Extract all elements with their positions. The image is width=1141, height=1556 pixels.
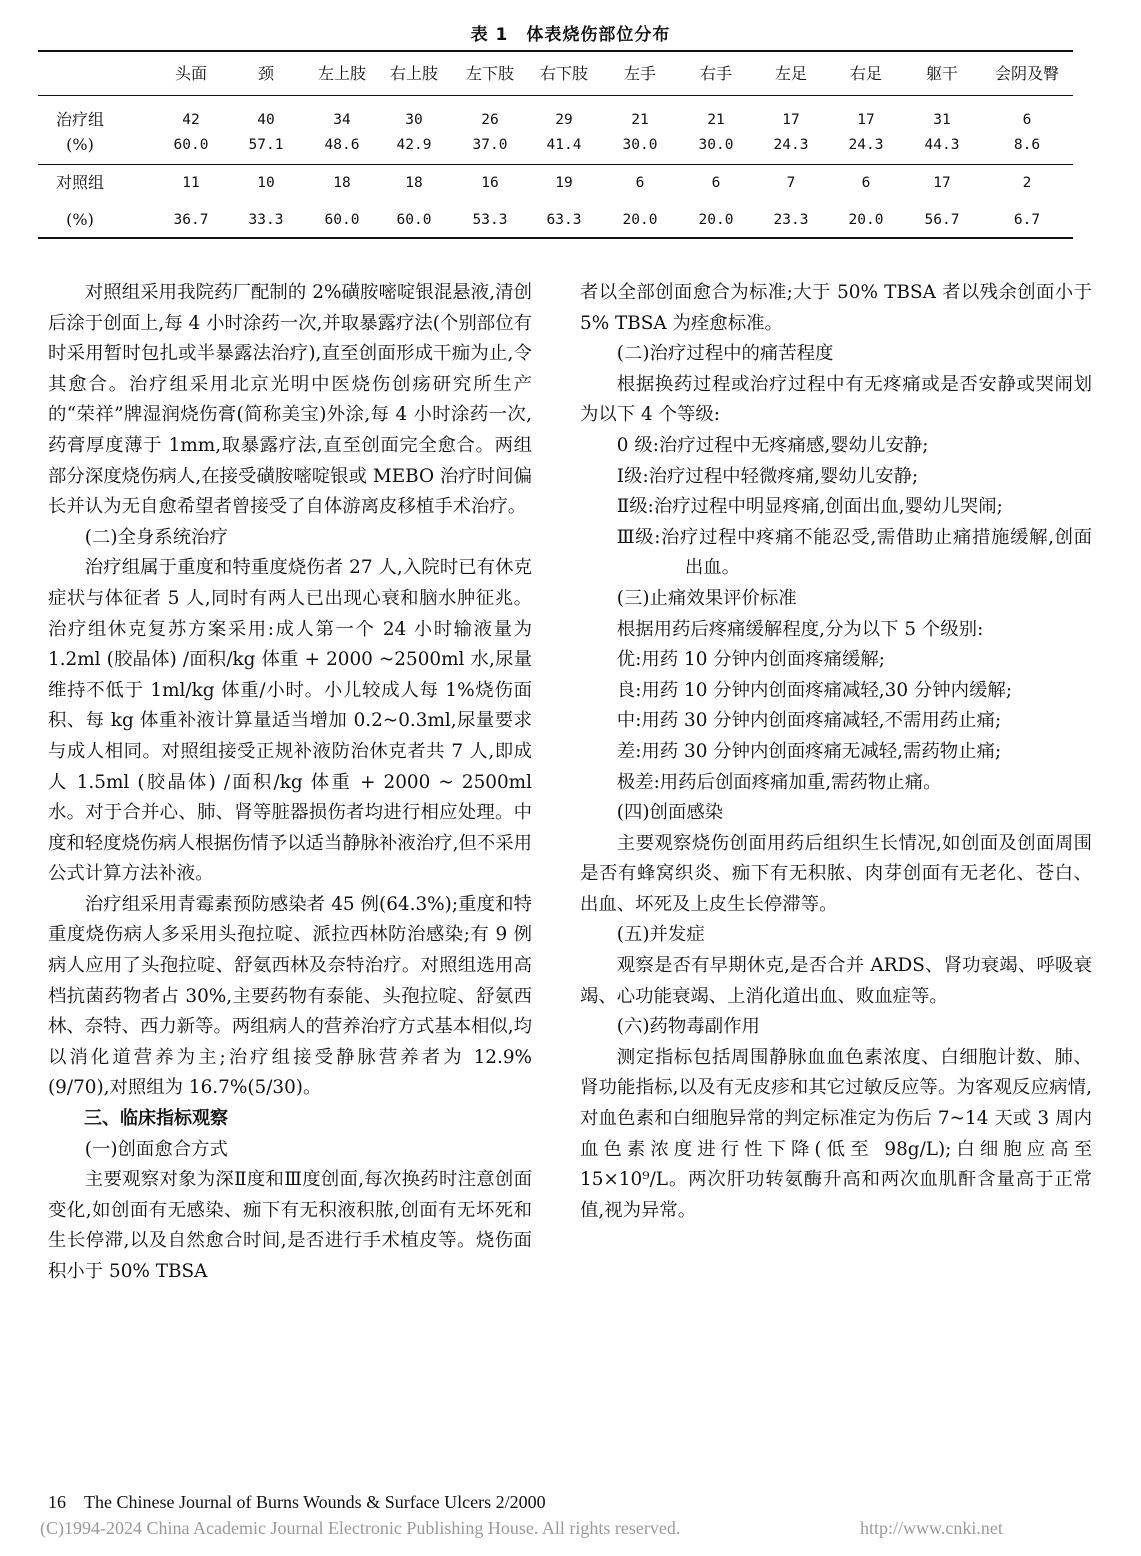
table-cell: 16 <box>481 175 499 191</box>
col-header: 躯干 <box>925 64 958 83</box>
table-cell: 36.7 <box>173 212 209 228</box>
table-bottom-rule <box>38 237 1073 239</box>
table-cell: 21 <box>631 112 649 128</box>
table-cell: 63.3 <box>546 212 582 228</box>
table-cell: 60.0 <box>396 212 432 228</box>
copyright-watermark <box>40 1518 1040 1539</box>
paragraph-healing-criteria: 者以全部创面愈合为标准;大于 50% TBSA 者以残余创面小于 5% TBSA 为痊愈标准。 <box>580 282 1092 334</box>
table-cell: 6 <box>1022 112 1032 128</box>
table-cell: 56.7 <box>924 212 960 228</box>
table-header-row <box>38 59 1073 89</box>
table-cell: 30 <box>405 112 423 128</box>
pain-grade-item: 0 级:治疗过程中无疼痛感,婴幼儿安静; <box>616 434 929 456</box>
row-label: (%) <box>66 135 94 154</box>
pain-grade-item: Ⅱ级:治疗过程中明显疼痛,创面出血,婴幼儿哭闹; <box>616 496 1003 518</box>
analgesia-level-item: 差:用药 30 分钟内创面疼痛无减轻,需药物止痛; <box>616 740 1002 762</box>
table-cell: 20.0 <box>622 212 658 228</box>
table-cell: 18 <box>405 175 423 191</box>
table-caption: 表 1 体表烧伤部位分布 <box>470 25 671 45</box>
table-cell: 24.3 <box>773 137 809 153</box>
table-cell: 29 <box>555 112 573 128</box>
pain-grade-item: Ⅲ级:治疗过程中疼痛不能忍受,需借助止痛措施缓解,创面出血。 <box>616 526 1092 579</box>
paragraph-pain-grades-intro: 根据换药过程或治疗过程中有无疼痛或是否安静或哭闹划为以下 4 个等级: <box>580 373 1092 426</box>
paragraph-side-effects: 测定指标包括周围静脉血血色素浓度、白细胞计数、肺、肾功能指标,以及有无皮疹和其它过敏反应等。为客观反应病情,对血色素和白细胞异常的判定标准定为伤后 7~14 天或 3 周内血色素浓度进行性下降(低至 98g/L);白细胞应高至 15×10⁹/L。两次肝功转氨酶升高和两次血肌酐含量高于正常值,视为异常。 <box>580 1046 1092 1221</box>
col-header: 右下肢 <box>539 64 588 83</box>
col-header: 左手 <box>623 64 656 83</box>
pain-grade-item: Ⅰ级:治疗过程中轻微疼痛,婴幼儿安静; <box>616 465 919 487</box>
section-heading: (六)药物毒副作用 <box>616 1016 760 1038</box>
col-header: 右上肢 <box>389 64 438 83</box>
table-cell: 6 <box>635 175 645 191</box>
table-cell: 40 <box>257 112 275 128</box>
col-header: 左下肢 <box>465 64 514 83</box>
table-cell: 41.4 <box>546 137 582 153</box>
table-cell: 20.0 <box>698 212 734 228</box>
section-heading: (三)止痛效果评价标准 <box>616 587 797 609</box>
table-row <box>38 130 1073 160</box>
table-row <box>38 205 1073 235</box>
table-cell: 8.6 <box>1013 137 1041 153</box>
table-cell: 60.0 <box>324 212 360 228</box>
table-cell: 6.7 <box>1013 212 1041 228</box>
section-heading: (一)创面愈合方式 <box>84 1138 228 1160</box>
table-cell: 11 <box>182 175 200 191</box>
table-cell: 21 <box>707 112 725 128</box>
table-cell: 17 <box>857 112 875 128</box>
section-heading: 三、临床指标观察 <box>84 1108 228 1130</box>
col-header: 颈 <box>257 64 274 83</box>
table-cell: 2 <box>1022 175 1032 191</box>
section-heading: (五)并发症 <box>616 924 705 946</box>
col-header: 左足 <box>774 64 807 83</box>
analgesia-level-item: 良:用药 10 分钟内创面疼痛减轻,30 分钟内缓解; <box>616 679 1013 701</box>
analgesia-level-item: 极差:用药后创面疼痛加重,需药物止痛。 <box>616 771 942 793</box>
col-header: 会阴及臀 <box>994 64 1059 83</box>
table-header-rule <box>38 95 1073 96</box>
paragraph-shock-resuscitation: 治疗组属于重度和特重度烧伤者 27 人,入院时已有休克症状与体征者 5 人,同时有两人已出现心衰和脑水肿征兆。治疗组休克复苏方案采用:成人第一个 24 小时输液量为 1.2ml (胶晶体) /面积/kg 体重 + 2000 ~2500ml 水,尿量维持不低于 1ml/kg 体重/小时。小儿较成人每 1%烧伤面积、每 kg 体重补液计算量适当增加 0.2~0.3ml,尿量要求与成人相同。对照组接受正规补液防治休克者共 7 人,即成人 1.5ml (胶晶体) /面积/kg 体重 + 2000 ~ 2500ml 水。对于合并心、肺、肾等脏器损伤者均进行相应处理。中度和轻度烧伤病人根据伤情予以适当静脉补液治疗,但不采用公式计算方法补液。 <box>48 557 533 885</box>
table-cell: 18 <box>333 175 351 191</box>
table-cell: 60.0 <box>173 137 209 153</box>
paragraph-anti-infection: 治疗组采用青霉素预防感染者 45 例(64.3%);重度和特重度烧伤病人多采用头孢拉啶、派拉西林防治感染;有 9 例病人应用了头孢拉啶、舒氨西林及奈特治疗。对照组选用高档抗菌药物者占 30%,主要药物有泰能、头孢拉啶、舒氨西林、奈特、西力新等。两组病人的营养治疗方式基本相似,均以消化道营养为主;治疗组接受静脉营养者为 12.9% (9/70),对照组为 16.7%(5/30)。 <box>48 893 533 1099</box>
table-cell: 26 <box>481 112 499 128</box>
paragraph-wound-infection: 主要观察烧伤创面用药后组织生长情况,如创面及创面周围是否有蜂窝织炎、痂下有无积脓、肉芽创面有无老化、苍白、出血、坏死及上皮生长停滞等。 <box>580 832 1092 915</box>
table-cell: 31 <box>933 112 951 128</box>
row-label: 治疗组 <box>55 110 104 129</box>
paragraph-control-topical: 对照组采用我院药厂配制的 2%磺胺嘧啶银混悬液,清创后涂于创面上,每 4 小时涂药一次,并取暴露疗法(个别部位有时采用暂时包扎或半暴露法治疗),直至创面形成干痂为止,令其愈合。治疗组采用北京光明中医烧伤创疡研究所生产的“荣祥”牌湿润烧伤膏(简称美宝)外涂,每 4 小时涂药一次,药膏厚度薄于 1mm,取暴露疗法,直至创面完全愈合。两组部分深度烧伤病人,在接受磺胺嘧啶银或 MEBO 治疗时间偏长并认为无自愈希望者曾接受了自体游离皮移植手术治疗。 <box>48 282 532 518</box>
table-row <box>38 168 1073 198</box>
table-cell: 37.0 <box>472 137 508 153</box>
table-cell: 17 <box>782 112 800 128</box>
paragraph-wound-observation: 主要观察对象为深Ⅱ度和Ⅲ度创面,每次换药时注意创面变化,如创面有无感染、痂下有无积液积脓,创面有无坏死和生长停滞,以及自然愈合时间,是否进行手术植皮等。烧伤面积小于 50% TBSA <box>48 1169 532 1282</box>
table-cell: 20.0 <box>848 212 884 228</box>
paragraph-analgesia-intro: 根据用药后疼痛缓解程度,分为以下 5 个级别: <box>616 618 984 640</box>
section-heading: (二)治疗过程中的痛苦程度 <box>616 343 834 365</box>
right-column <box>580 278 1092 1226</box>
paragraph-complications: 观察是否有早期休克,是否合并 ARDS、肾功衰竭、呼吸衰竭、心功能衰竭、上消化道出血、败血症等。 <box>580 955 1092 1007</box>
watermark-text: (C)1994-2024 China Academic Journal Electronic Publishing House. All rights reserved. <box>40 1518 681 1538</box>
table-cell: 44.3 <box>924 137 960 153</box>
section-heading: (四)创面感染 <box>616 802 724 824</box>
table-cell: 57.1 <box>248 137 284 153</box>
table-cell: 42 <box>182 112 200 128</box>
table-cell: 30.0 <box>698 137 734 153</box>
table-cell: 53.3 <box>472 212 508 228</box>
table-cell: 24.3 <box>848 137 884 153</box>
row-label: 对照组 <box>55 173 104 192</box>
table-group-rule <box>38 164 1073 165</box>
col-header: 左上肢 <box>317 64 366 83</box>
table-cell: 7 <box>786 175 796 191</box>
table-cell: 34 <box>333 112 351 128</box>
table-top-rule <box>38 50 1073 52</box>
table-cell: 48.6 <box>324 137 360 153</box>
col-header: 头面 <box>174 64 207 83</box>
col-header: 右手 <box>699 64 732 83</box>
table-cell: 42.9 <box>396 137 432 153</box>
table-cell: 10 <box>257 175 275 191</box>
table-cell: 33.3 <box>248 212 284 228</box>
table-cell: 19 <box>555 175 573 191</box>
page-footer: 16 The Chinese Journal of Burns Wounds & Surface Ulcers 2/2000 <box>48 1492 546 1512</box>
section-heading: (二)全身系统治疗 <box>84 526 228 548</box>
left-column <box>48 278 532 1288</box>
watermark-url[interactable]: http://www.cnki.net <box>860 1518 1003 1538</box>
table-cell: 6 <box>711 175 721 191</box>
table-cell: 30.0 <box>622 137 658 153</box>
analgesia-level-item: 优:用药 10 分钟内创面疼痛缓解; <box>616 649 885 671</box>
analgesia-level-item: 中:用药 30 分钟内创面疼痛减轻,不需用药止痛; <box>616 710 1002 732</box>
row-label: (%) <box>66 210 94 229</box>
col-header: 右足 <box>849 64 882 83</box>
table-cell: 17 <box>933 175 951 191</box>
table-cell: 6 <box>861 175 871 191</box>
table-cell: 23.3 <box>773 212 809 228</box>
